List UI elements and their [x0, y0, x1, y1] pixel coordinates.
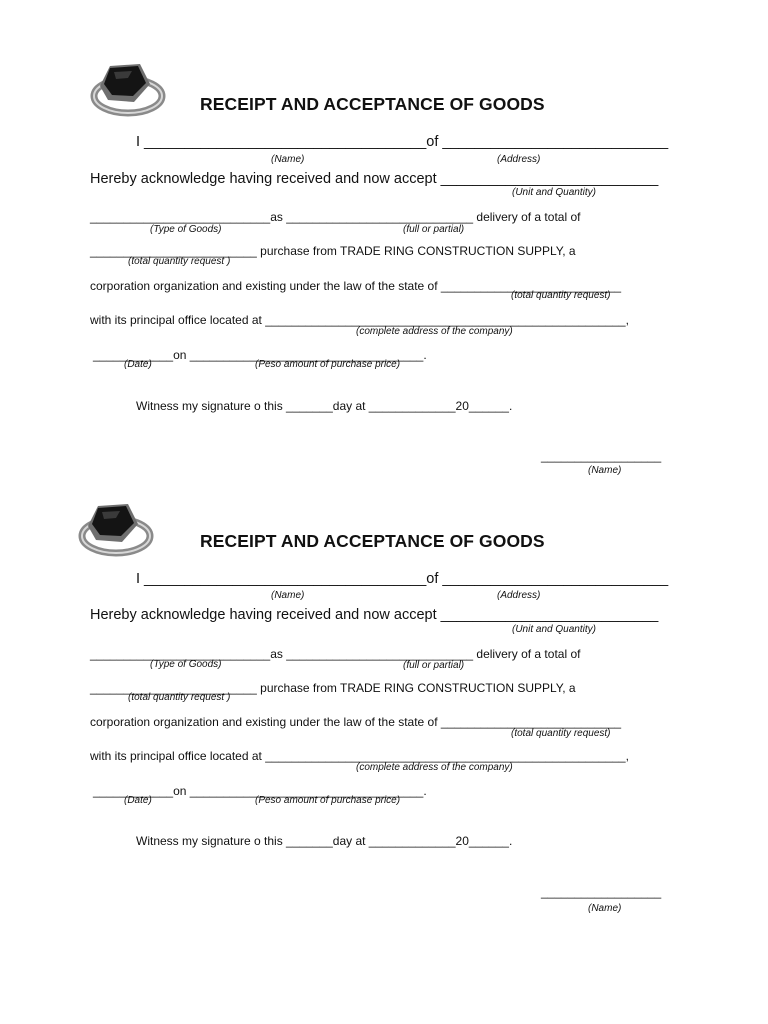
- caption-name: (Name): [271, 154, 305, 165]
- corporation-line[interactable]: corporation organization and existing under the law of the state of ___________________________: [90, 715, 622, 729]
- acknowledge-line[interactable]: Hereby acknowledge having received and now accept ___________________________: [90, 171, 659, 187]
- caption-address: (Address): [497, 590, 541, 601]
- form-title: RECEIPT AND ACCEPTANCE OF GOODS: [200, 531, 545, 551]
- date-amount-line[interactable]: ____________on ___________________________________.: [93, 348, 427, 362]
- caption-signature-name: (Name): [588, 465, 622, 476]
- goods-type-line[interactable]: ___________________________as ____________________________ delivery of a total of: [90, 647, 581, 661]
- receipt-form-1: [0, 0, 768, 476]
- purchase-line[interactable]: _________________________ purchase from TRADE RING CONSTRUCTION SUPPLY, a: [90, 681, 576, 695]
- caption-company-address: (complete address of the company): [356, 326, 513, 337]
- caption-signature-name: (Name): [588, 903, 622, 914]
- caption-full-partial: (full or partial): [403, 224, 465, 235]
- witness-line[interactable]: Witness my signature o this _______day at _____________20______.: [136, 399, 513, 413]
- purchase-line[interactable]: _________________________ purchase from TRADE RING CONSTRUCTION SUPPLY, a: [90, 244, 576, 258]
- receipt-form-2: [0, 438, 768, 914]
- name-address-line[interactable]: I ___________________________________of ____________________________: [136, 571, 669, 587]
- office-address-line[interactable]: with its principal office located at ______________________________________________________,: [90, 749, 629, 763]
- caption-address: (Address): [497, 154, 541, 165]
- form-title: RECEIPT AND ACCEPTANCE OF GOODS: [200, 94, 545, 114]
- witness-line[interactable]: Witness my signature o this _______day at _____________20______.: [136, 834, 513, 848]
- caption-name: (Name): [271, 590, 305, 601]
- caption-peso-amount: (Peso amount of purchase price): [255, 795, 401, 806]
- date-amount-line[interactable]: ____________on ___________________________________.: [93, 784, 427, 798]
- caption-total-quantity-request: (total quantity request ): [128, 692, 231, 703]
- caption-peso-amount: (Peso amount of purchase price): [255, 359, 401, 370]
- caption-date: (Date): [124, 359, 152, 370]
- signature-line[interactable]: __________________: [541, 885, 662, 899]
- signature-line[interactable]: __________________: [541, 449, 662, 463]
- caption-type-goods: (Type of Goods): [150, 659, 222, 670]
- caption-total-quantity-request: (total quantity request ): [128, 256, 231, 267]
- ring-logo-icon: [88, 56, 168, 120]
- name-address-line[interactable]: I ___________________________________of ____________________________: [136, 134, 669, 150]
- corporation-line[interactable]: corporation organization and existing under the law of the state of ___________________________: [90, 279, 622, 293]
- office-address-line[interactable]: with its principal office located at ______________________________________________________,: [90, 313, 629, 327]
- caption-unit-quantity: (Unit and Quantity): [512, 187, 596, 198]
- caption-company-address: (complete address of the company): [356, 762, 513, 773]
- caption-total-quantity-request-2: (total quantity request): [511, 290, 611, 301]
- goods-type-line[interactable]: ___________________________as ____________________________ delivery of a total of: [90, 210, 581, 224]
- caption-date: (Date): [124, 795, 152, 806]
- caption-full-partial: (full or partial): [403, 660, 465, 671]
- ring-logo-icon: [76, 496, 156, 560]
- caption-total-quantity-request-2: (total quantity request): [511, 728, 611, 739]
- caption-unit-quantity: (Unit and Quantity): [512, 624, 596, 635]
- caption-type-goods: (Type of Goods): [150, 224, 222, 235]
- acknowledge-line[interactable]: Hereby acknowledge having received and now accept ___________________________: [90, 607, 659, 623]
